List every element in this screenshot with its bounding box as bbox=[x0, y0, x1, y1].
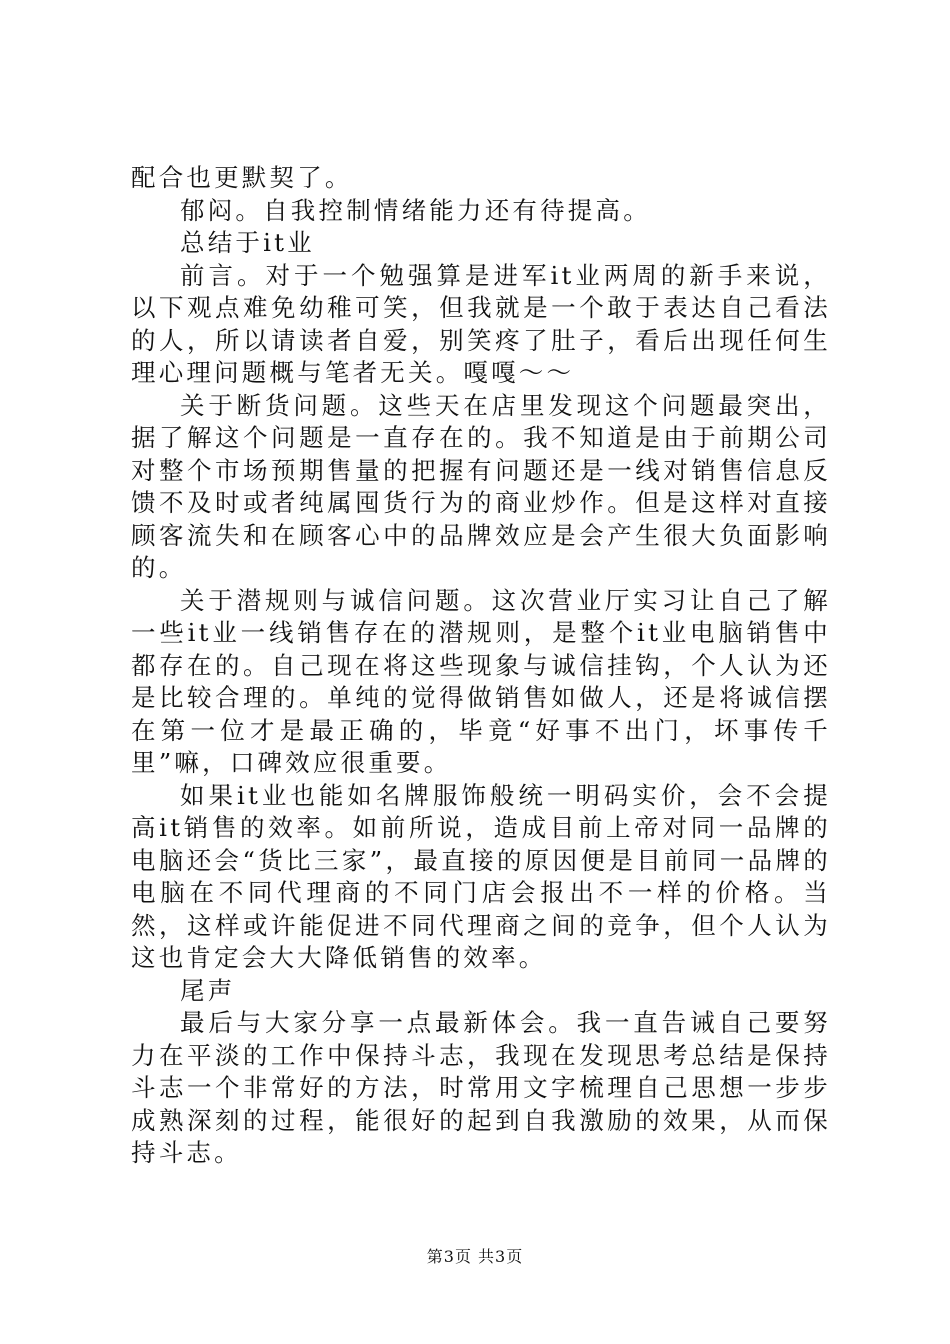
paragraph: 最后与大家分享一点最新体会。我一直告诫自己要努力在平淡的工作中保持斗志，我现在发现思考总结是保持斗志一个非常好的方法，时常用文字梳理自己思想一步步成熟深刻的过程，能很好的起到自我激励的效果，从而保持斗志。 bbox=[131, 1008, 831, 1167]
paragraph: 关于潜规则与诚信问题。这次营业厅实习让自己了解一些it业一线销售存在的潜规则，是整个it业电脑销售中都存在的。自己现在将这些现象与诚信挂钩，个人认为还是比较合理的。单纯的觉得做销售如做人，还是将诚信摆在第一位才是最正确的，毕竟“好事不出门，坏事传千里”嘛，口碑效应很重要。 bbox=[131, 585, 831, 777]
page-footer: 第3页 共3页 bbox=[426, 1247, 524, 1266]
paragraph: 前言。对于一个勉强算是进军it业两周的新手来说，以下观点难免幼稚可笑，但我就是一个敢于表达自己看法的人，所以请读者自爱，别笑疼了肚子，看后出现任何生理心理问题概与笔者无关。嘎嘎～～ bbox=[131, 260, 831, 387]
paragraph: 关于断货问题。这些天在店里发现这个问题最突出，据了解这个问题是一直存在的。我不知道是由于前期公司对整个市场预期售量的把握有问题还是一线对销售信息反馈不及时或者纯属囤货行为的商业炒作。但是这样对直接顾客流失和在顾客心中的品牌效应是会产生很大负面影响的。 bbox=[131, 390, 831, 582]
document-body bbox=[131, 162, 831, 1170]
paragraph-continuation: 配合也更默契了。 bbox=[131, 163, 353, 192]
section-heading: 总结于it业 bbox=[180, 228, 315, 257]
section-heading: 尾声 bbox=[180, 975, 236, 1005]
paragraph: 如果it业也能如名牌服饰般统一明码实价，会不会提高it销售的效率。如前所说，造成目前上帝对同一品牌的电脑还会“货比三家”，最直接的原因便是目前同一品牌的电脑在不同代理商的不同门店会报出不一样的价格。当然，这样或许能促进不同代理商之间的竞争，但个人认为这也肯定会大大降低销售的效率。 bbox=[131, 780, 831, 972]
paragraph: 郁闷。自我控制情绪能力还有待提高。 bbox=[180, 195, 651, 225]
